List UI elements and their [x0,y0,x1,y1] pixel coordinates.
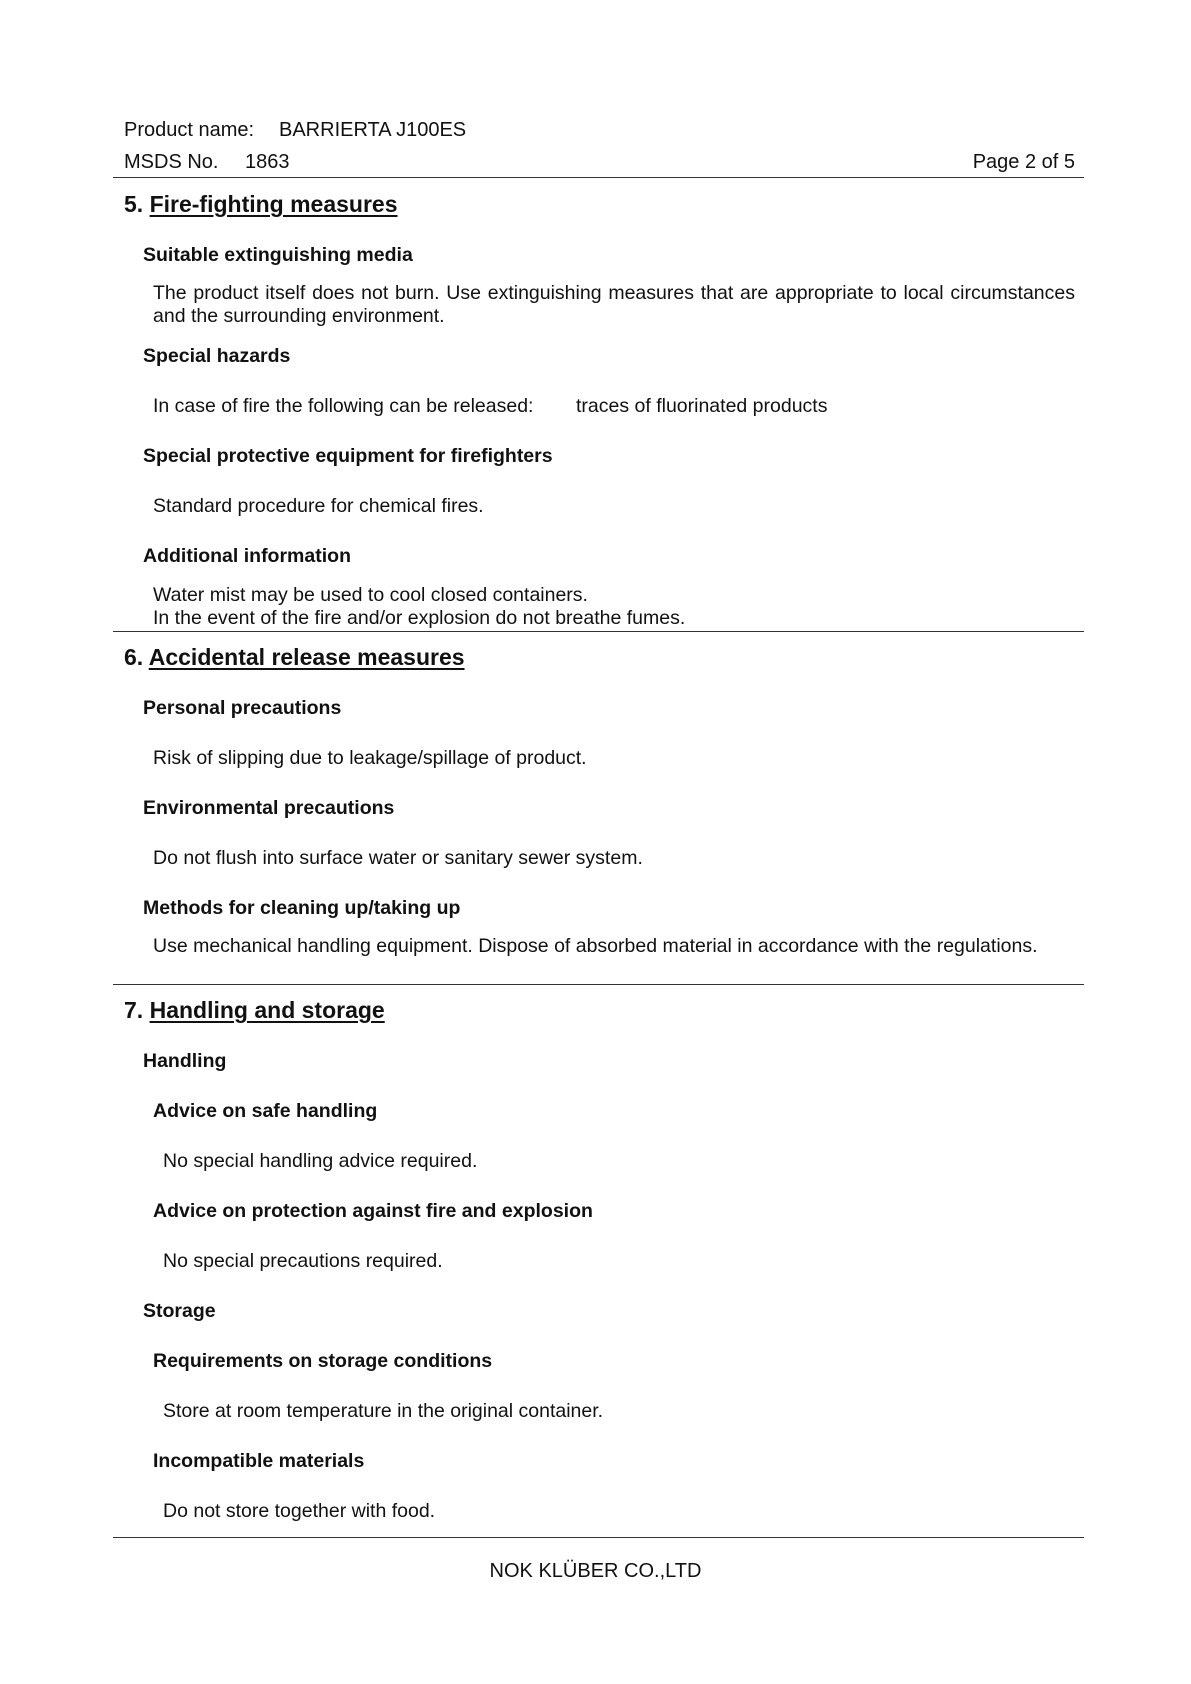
personal-precautions-heading: Personal precautions [143,697,342,719]
cleaning-methods-text: Use mechanical handling equipment. Dispose of absorbed material in accordance with the regulations. [153,935,1038,957]
section-6-title: Accidental release measures [148,644,465,670]
safe-handling-text: No special handling advice required. [163,1150,478,1172]
incompatible-materials-heading: Incompatible materials [153,1450,365,1472]
section-5-divider [113,631,1084,632]
product-name-value: BARRIERTA J100ES [279,119,467,141]
cleaning-methods-heading: Methods for cleaning up/taking up [143,897,461,919]
storage-conditions-text: Store at room temperature in the original container. [163,1400,604,1422]
special-hazards-heading: Special hazards [143,345,291,367]
fire-protection-text: No special precautions required. [163,1250,443,1272]
special-hazards-value: traces of fluorinated products [576,395,828,417]
storage-conditions-heading: Requirements on storage conditions [153,1350,493,1372]
section-6-number: 6. [124,644,144,670]
protective-equipment-heading: Special protective equipment for firefighters [143,445,553,467]
section-5-heading [124,191,398,218]
suitable-media-text: The product itself does not burn. Use extinguishing measures that are appropriate to local circumstances and the surrounding environment. [153,282,1075,327]
special-hazards-text: In case of fire the following can be released: [153,395,534,417]
additional-information-heading: Additional information [143,545,351,567]
section-7-title: Handling and storage [149,997,385,1023]
suitable-media-heading: Suitable extinguishing media [143,244,413,266]
handling-heading: Handling [143,1050,227,1072]
environmental-precautions-heading: Environmental precautions [143,797,395,819]
storage-heading: Storage [143,1300,216,1322]
incompatible-materials-text: Do not store together with food. [163,1500,436,1522]
additional-information-line-1: Water mist may be used to cool closed containers. [153,584,588,606]
msds-number-value: 1863 [245,151,290,173]
page-number: Page 2 of 5 [972,151,1075,173]
fire-protection-heading: Advice on protection against fire and explosion [153,1200,593,1222]
product-name-label: Product name: [124,119,255,141]
msds-number-label: MSDS No. [124,151,219,173]
personal-precautions-text: Risk of slipping due to leakage/spillage of product. [153,747,587,769]
footer-divider [113,1537,1084,1538]
section-6-heading [124,644,465,671]
section-5-title: Fire-fighting measures [149,191,398,217]
environmental-precautions-text: Do not flush into surface water or sanitary sewer system. [153,847,643,869]
safe-handling-heading: Advice on safe handling [153,1100,378,1122]
section-7-heading [124,997,385,1024]
section-6-divider [113,984,1084,985]
footer-company: NOK KLÜBER CO.,LTD [489,1560,702,1582]
additional-information-line-2: In the event of the fire and/or explosion do not breathe fumes. [153,607,686,629]
protective-equipment-text: Standard procedure for chemical fires. [153,495,484,517]
section-5-number: 5. [124,191,144,217]
header-divider [113,177,1084,178]
section-7-number: 7. [124,997,144,1023]
